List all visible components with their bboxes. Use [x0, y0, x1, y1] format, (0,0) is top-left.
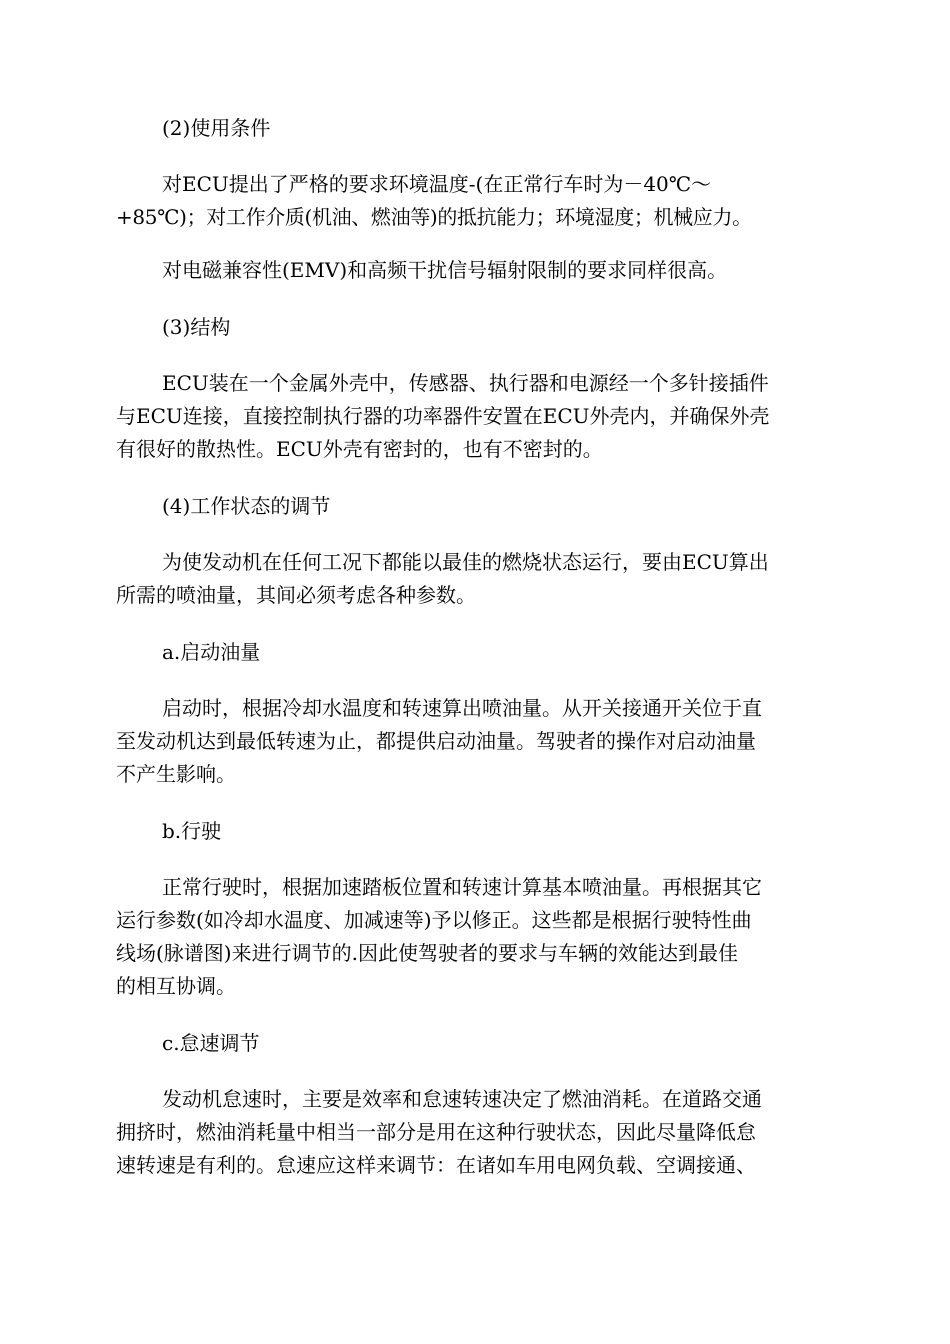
paragraph-operating-state	[116, 546, 834, 612]
text-line: 至发动机达到最低转速为止，都提供启动油量。驾驶者的操作对启动油量	[116, 729, 756, 753]
text-line: 与ECU连接，直接控制执行器的功率器件安置在ECU外壳内，并确保外壳	[116, 404, 770, 428]
text-line: 有很好的散热性。ECU外壳有密封的，也有不密封的。	[116, 437, 603, 461]
paragraph-environment-requirements	[116, 168, 834, 234]
text-line: 发动机怠速时，主要是效率和怠速转速决定了燃油消耗。在道路交通	[162, 1087, 762, 1111]
section-heading-driving: b.行驶	[162, 819, 222, 843]
section-heading-structure: (3)结构	[162, 315, 231, 339]
text-line: ECU装在一个金属外壳中，传感器、执行器和电源经一个多针接插件	[162, 371, 769, 395]
text-line: 为使发动机在任何工况下都能以最佳的燃烧状态运行，要由ECU算出	[162, 550, 769, 574]
section-heading-operating-state: (4)工作状态的调节	[162, 494, 331, 518]
section-heading-idle-control: c.怠速调节	[162, 1031, 260, 1055]
text-line: +85℃)；对工作介质(机油、燃油等)的抵抗能力；环境湿度；机械应力。	[116, 205, 752, 229]
paragraph-ecu-structure	[116, 367, 834, 466]
text-line: 拥挤时，燃油消耗量中相当一部分是用在这种行驶状态，因此尽量降低怠	[116, 1120, 756, 1144]
document-body	[116, 108, 834, 1202]
section-heading-usage-conditions: (2)使用条件	[162, 116, 271, 140]
text-line: 线场(脉谱图)来进行调节的.因此使驾驶者的要求与车辆的效能达到最佳	[116, 941, 738, 965]
text-line: 不产生影响。	[116, 762, 236, 786]
text-line: 的相互协调。	[116, 974, 236, 998]
paragraph-idle-control	[116, 1083, 834, 1182]
text-line: 正常行驶时，根据加速踏板位置和转速计算基本喷油量。再根据其它	[162, 875, 762, 899]
section-heading-start-fuel: a.启动油量	[162, 640, 261, 664]
text-line: 对电磁兼容性(EMV)和高频干扰信号辐射限制的要求同样很高。	[162, 258, 728, 282]
text-line: 速转速是有利的。怠速应这样来调节：在诸如车用电网负载、空调接通、	[116, 1153, 756, 1177]
text-line: 启动时，根据冷却水温度和转速算出喷油量。从开关接通开关位于直	[162, 696, 762, 720]
text-line: 运行参数(如冷却水温度、加减速等)予以修正。这些都是根据行驶特性曲	[116, 908, 752, 932]
text-line: 所需的喷油量，其间必须考虑各种参数。	[116, 583, 476, 607]
paragraph-emc-requirements	[116, 254, 834, 287]
text-line: 对ECU提出了严格的要求环境温度-(在正常行车时为－40℃～	[162, 172, 712, 196]
paragraph-driving	[116, 871, 834, 1003]
paragraph-start-fuel	[116, 692, 834, 791]
